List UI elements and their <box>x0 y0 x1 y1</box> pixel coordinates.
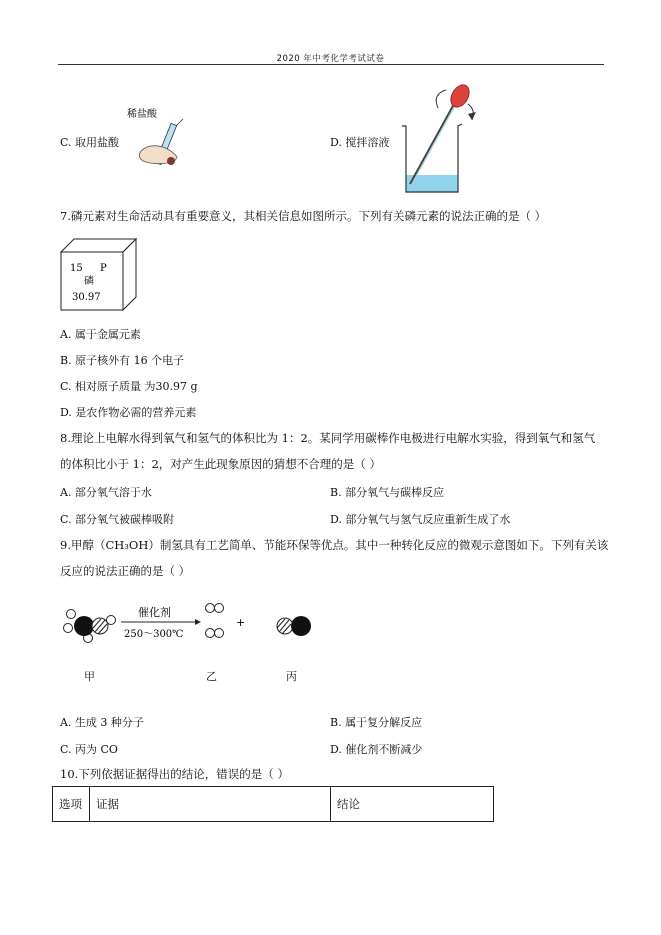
beaker-stirring-illustration <box>398 80 478 198</box>
element-mass: 30.97 <box>72 292 101 303</box>
header-rule <box>58 64 604 65</box>
hydrogen-molecules-icon <box>206 604 224 638</box>
q9-option-b: B. 属于复分解反应 <box>330 716 423 729</box>
acid-label: 稀盐酸 <box>127 109 157 120</box>
dropper-hand-illustration <box>127 103 205 173</box>
q9-option-a: A. 生成 3 种分子 <box>60 716 144 729</box>
q10-table <box>52 786 494 822</box>
label-bing: 丙 <box>286 670 297 683</box>
table-header-row <box>53 787 494 822</box>
page-header: 2020 年中考化学考试试卷 <box>276 54 385 64</box>
header-conclusion: 结论 <box>331 787 494 822</box>
q8-option-d: D. 部分氧气与氢气反应重新生成了水 <box>330 513 511 526</box>
label-yi: 乙 <box>206 670 217 683</box>
q8-stem-line2: 的体积比小于 1：2，对产生此现象原因的猜想不合理的是（ ） <box>60 457 381 471</box>
q8-option-a: A. 部分氧气溶于水 <box>60 486 152 499</box>
q8-option-c: C. 部分氧气被碳棒吸附 <box>60 513 175 526</box>
q8-stem-line1: 8.理论上电解水得到氧气和氢气的体积比为 1：2。某同学用碳棒作电极进行电解水实验，得到氧气和氢气 <box>60 431 596 445</box>
q9-stem-line2: 反应的说法正确的是（ ） <box>60 564 191 578</box>
q8-option-b: B. 部分氧气与碳棒反应 <box>330 486 445 499</box>
q7-option-b: B. 原子核外有 16 个电子 <box>60 354 185 367</box>
element-number: 15 <box>70 263 83 274</box>
q7-option-c: C. 相对原子质量 为30.97 g <box>60 380 198 393</box>
q7-stem: 7.磷元素对生命活动具有重要意义，其相关信息如图所示。下列有关磷元素的说法正确的是（ ） <box>60 209 547 223</box>
element-name: 磷 <box>84 276 94 287</box>
q9-option-d: D. 催化剂不断减少 <box>330 743 423 756</box>
plus-sign: + <box>236 616 246 629</box>
label-jia: 甲 <box>84 670 95 683</box>
header-evidence: 证据 <box>90 787 331 822</box>
temperature-label: 250～300℃ <box>124 629 184 640</box>
catalyst-label: 催化剂 <box>138 606 171 619</box>
q7-option-a: A. 属于金属元素 <box>60 328 141 341</box>
co-molecule-icon <box>277 616 311 636</box>
phosphorus-element-cube <box>60 238 140 312</box>
methanol-molecule-icon <box>64 610 116 643</box>
q6-option-c: C. 取用盐酸 <box>60 136 120 149</box>
element-symbol: P <box>100 263 107 274</box>
reaction-microscopic-diagram <box>58 598 328 653</box>
header-option: 选项 <box>53 787 90 822</box>
q9-stem-line1: 9.甲醇（CH₃OH）制氢具有工艺简单、节能环保等优点。其中一种转化反应的微观示意图如下。下列有关该 <box>60 538 609 552</box>
q10-stem: 10.下列依据证据得出的结论，错误的是（ ） <box>60 767 289 781</box>
q6-option-d: D. 搅拌溶液 <box>330 136 390 149</box>
q7-option-d: D. 是农作物必需的营养元素 <box>60 406 197 419</box>
q9-option-c: C. 丙为 CO <box>60 743 118 756</box>
